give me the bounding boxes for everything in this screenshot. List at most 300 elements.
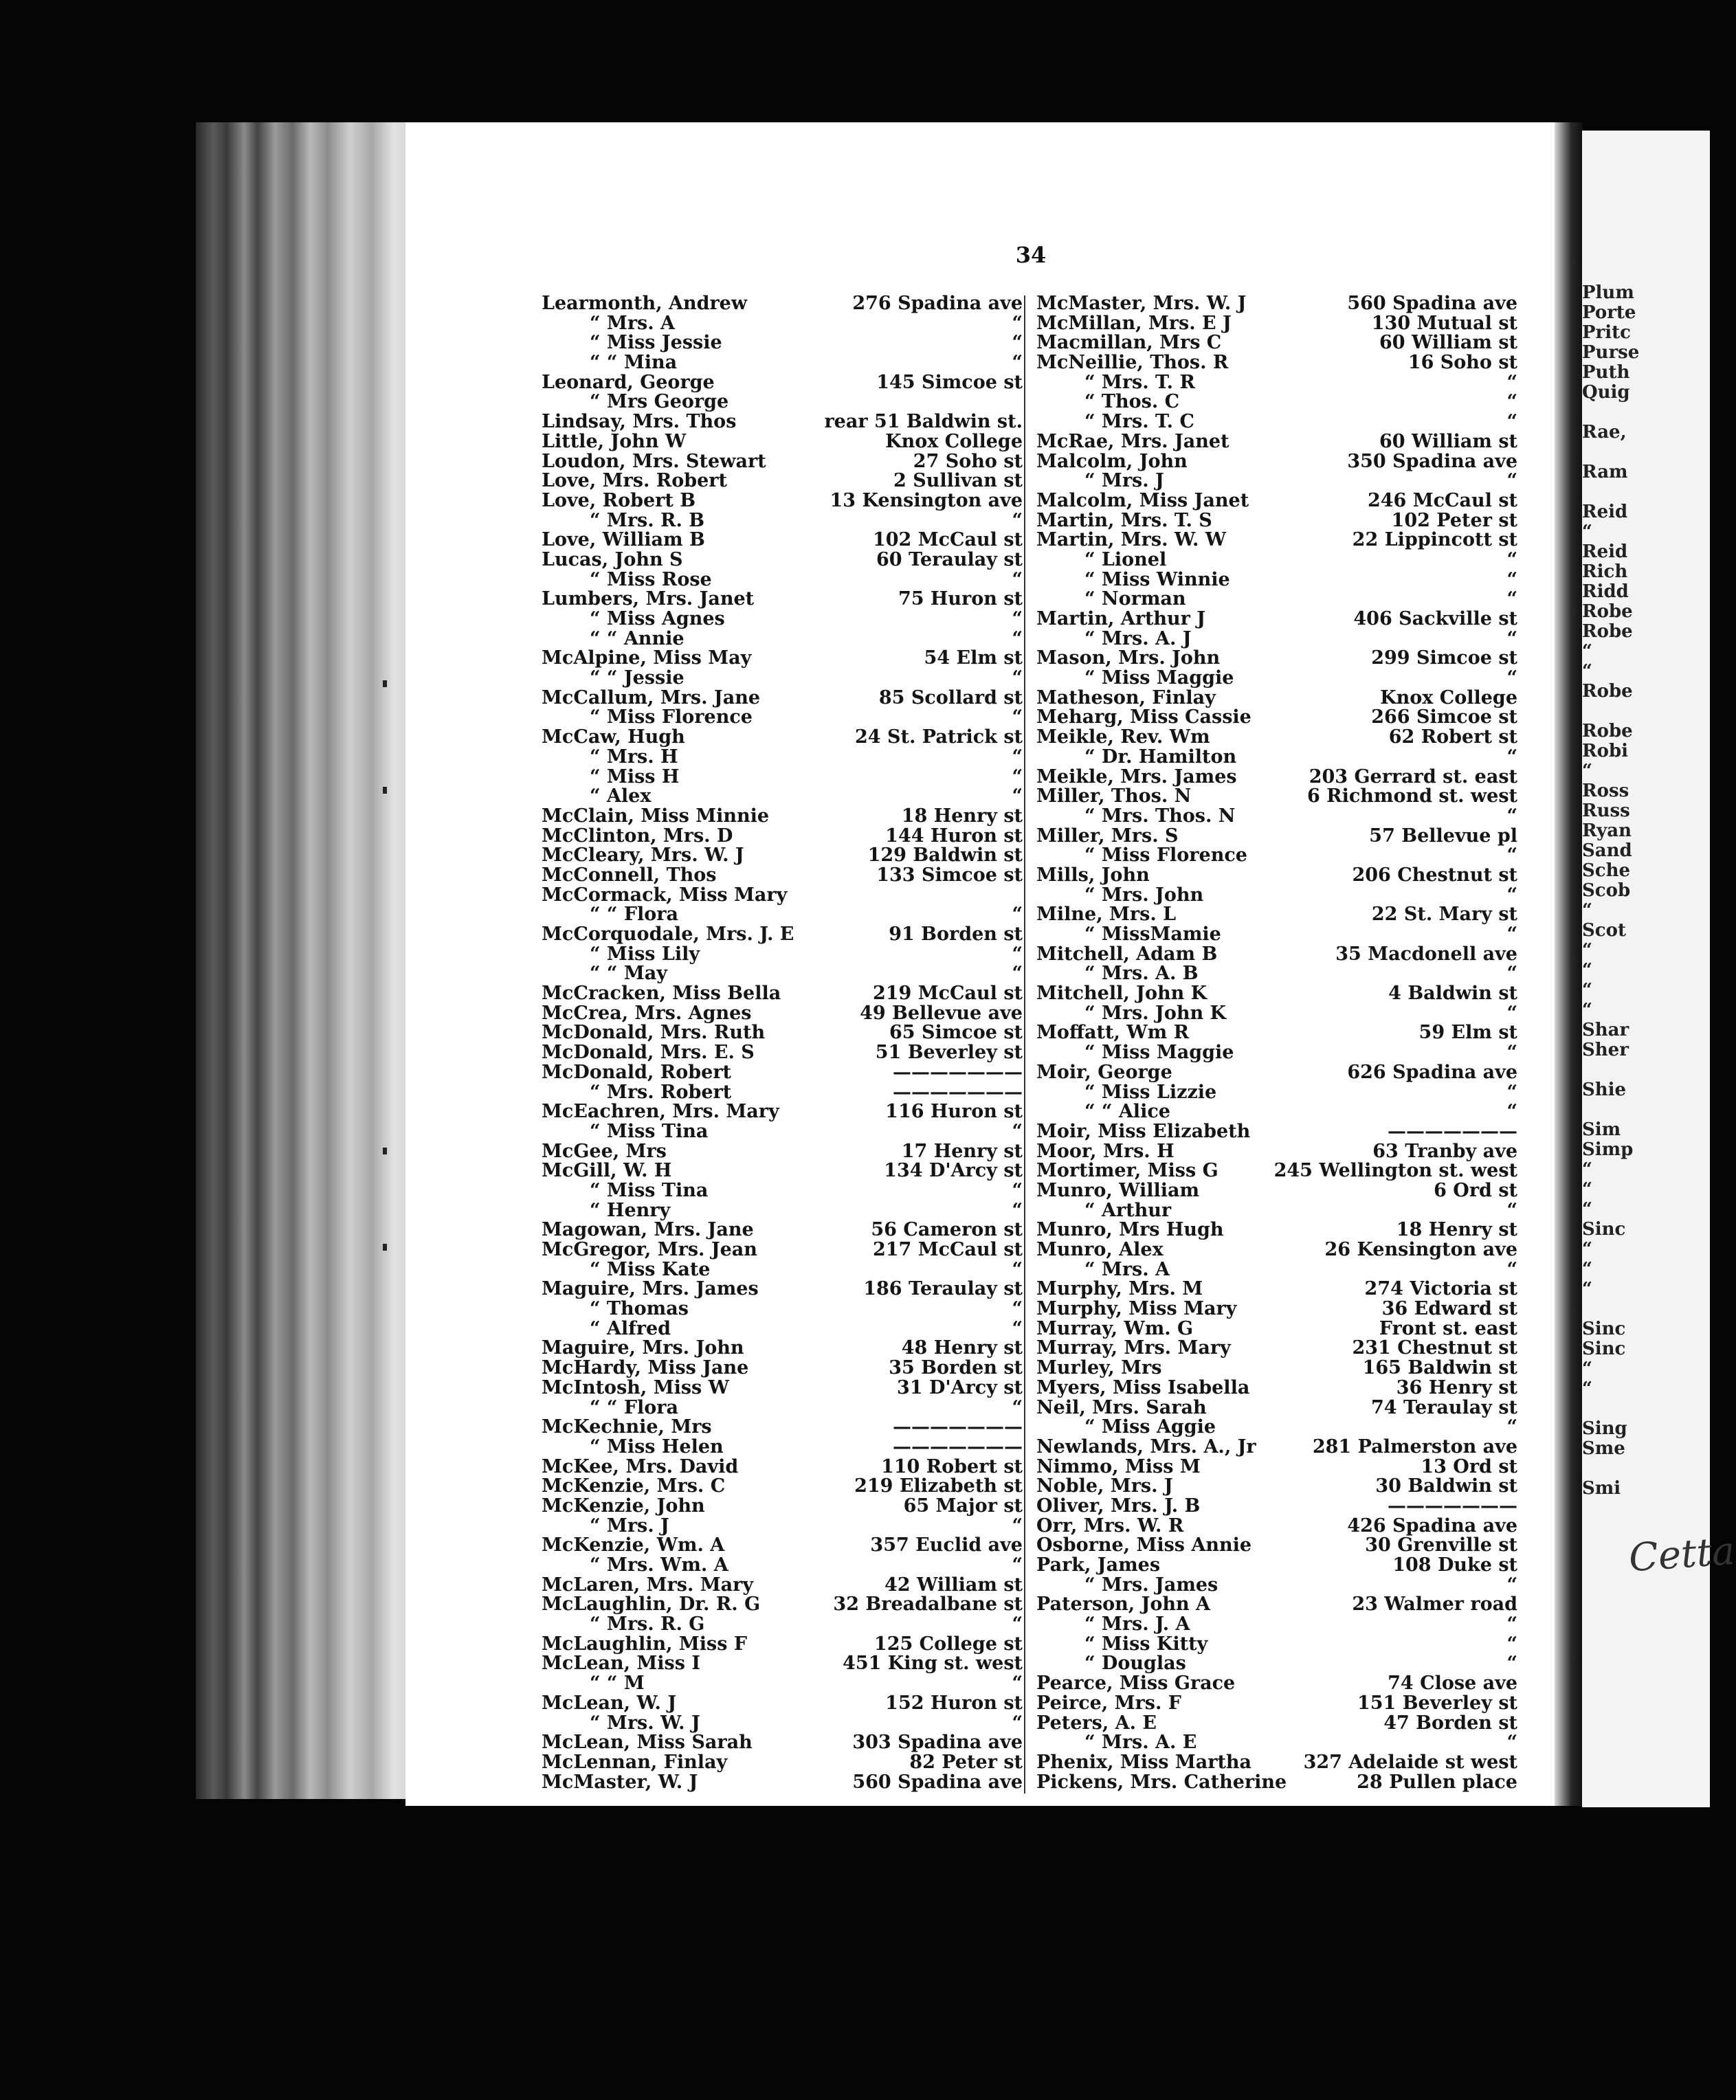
directory-entry xyxy=(542,925,1023,945)
entry-address: “ xyxy=(1012,963,1023,985)
entry-address: “ xyxy=(1012,1258,1023,1280)
entry-address: “ xyxy=(1012,706,1023,728)
directory-entry xyxy=(542,1398,1023,1418)
directory-entry xyxy=(1036,412,1517,432)
facing-page-fragment xyxy=(1501,403,1710,423)
edge-mark xyxy=(383,787,387,794)
directory-entry xyxy=(542,1595,1023,1615)
directory-entry xyxy=(1036,886,1517,906)
entry-address: 26 Kensington ave xyxy=(1324,1239,1517,1260)
entry-address: 451 King st. west xyxy=(843,1653,1023,1675)
entry-address: “ xyxy=(1012,1120,1023,1142)
entry-address: 35 Borden st xyxy=(889,1357,1023,1379)
entry-name: Meharg, Miss Cassie xyxy=(1036,706,1251,728)
entry-address: “ xyxy=(1012,1712,1023,1734)
entry-address: “ xyxy=(1012,1554,1023,1576)
entry-address: “ xyxy=(1506,1081,1517,1103)
facing-page-fragment: Porte xyxy=(1582,302,1636,323)
directory-entry xyxy=(542,1260,1023,1280)
facing-page-fragment: “ xyxy=(1582,1378,1592,1399)
entry-address: 125 College st xyxy=(873,1633,1023,1655)
entry-name: “ Miss Kate xyxy=(590,1258,711,1280)
entry-name: “ Mrs. T. R xyxy=(1084,371,1195,393)
entry-address: 31 D'Arcy st xyxy=(896,1376,1023,1398)
entry-address: 49 Bellevue ave xyxy=(860,1002,1023,1024)
entry-address: 35 Macdonell ave xyxy=(1335,943,1517,965)
entry-address: “ xyxy=(1506,1042,1517,1064)
directory-entry xyxy=(1036,1102,1517,1122)
directory-entry xyxy=(542,1438,1023,1457)
entry-name: Moor, Mrs. H xyxy=(1036,1140,1175,1162)
entry-name: Miller, Mrs. S xyxy=(1036,825,1179,847)
entry-address: 426 Spadina ave xyxy=(1347,1515,1517,1537)
entry-address: “ xyxy=(1506,1613,1517,1635)
entry-name: “ Miss Tina xyxy=(590,1179,709,1201)
entry-name: Munro, Alex xyxy=(1036,1239,1164,1260)
entry-address: 48 Henry st xyxy=(901,1337,1023,1359)
directory-entry xyxy=(1036,925,1517,945)
entry-address: “ xyxy=(1012,1199,1023,1221)
entry-address: “ xyxy=(1012,943,1023,965)
directory-entry xyxy=(1036,1142,1517,1162)
entry-address: 110 Robert st xyxy=(880,1455,1023,1477)
entry-address: 357 Euclid ave xyxy=(870,1534,1023,1556)
directory-entry xyxy=(542,1299,1023,1319)
entry-name: “ Miss Florence xyxy=(1084,845,1247,867)
entry-address: 406 Sackville st xyxy=(1353,608,1517,629)
entry-name: Meikle, Mrs. James xyxy=(1036,766,1237,788)
entry-name: McDonald, Mrs. E. S xyxy=(542,1042,755,1064)
directory-entry xyxy=(1036,610,1517,629)
directory-entry xyxy=(1036,471,1517,491)
directory-entry xyxy=(542,1201,1023,1221)
entry-name: Oliver, Mrs. J. B xyxy=(1036,1495,1201,1517)
entry-address: 145 Simcoe st xyxy=(876,371,1023,393)
directory-entry xyxy=(542,1576,1023,1596)
entry-address: rear 51 Baldwin st. xyxy=(824,411,1023,433)
entry-name: “ Miss Maggie xyxy=(1084,1042,1234,1064)
directory-entry xyxy=(542,669,1023,689)
entry-name: “ Mrs. A xyxy=(590,312,675,334)
entry-name: “ “ Flora xyxy=(590,1396,679,1418)
facing-page-fragment xyxy=(1501,1459,1710,1479)
directory-entry xyxy=(1036,1122,1517,1142)
facing-page-fragment: Pritc xyxy=(1582,322,1631,343)
entry-address: “ xyxy=(1506,548,1517,570)
entry-name: “ Miss Winnie xyxy=(1084,568,1230,590)
entry-name: Peirce, Mrs. F xyxy=(1036,1692,1181,1714)
entry-name: McLaren, Mrs. Mary xyxy=(542,1574,754,1596)
entry-address: 626 Spadina ave xyxy=(1347,1061,1517,1083)
facing-page-fragment: “ xyxy=(1582,1279,1592,1299)
directory-entry xyxy=(1036,768,1517,788)
facing-page-fragment: “ xyxy=(1582,661,1592,682)
entry-name: “ Miss Jessie xyxy=(590,332,722,354)
entry-address: 219 Elizabeth st xyxy=(854,1475,1023,1497)
directory-entry xyxy=(1036,1497,1517,1517)
entry-name: “ Mrs. R. G xyxy=(590,1613,705,1635)
entry-address: 151 Beverley st xyxy=(1357,1692,1517,1714)
facing-page-fragment xyxy=(1501,443,1710,462)
directory-entry xyxy=(542,1319,1023,1339)
left-directory-column xyxy=(542,294,1023,1792)
facing-page-fragment: “ xyxy=(1582,1000,1592,1020)
entry-name: McHardy, Miss Jane xyxy=(542,1357,749,1379)
directory-entry xyxy=(542,570,1023,590)
entry-name: Pickens, Mrs. Catherine xyxy=(1036,1771,1287,1793)
facing-page-fragment: Smi xyxy=(1582,1478,1621,1499)
facing-page-fragment: “ xyxy=(1582,940,1592,961)
entry-address: 30 Grenville st xyxy=(1365,1534,1517,1556)
entry-address: 186 Teraulay st xyxy=(863,1278,1023,1300)
entry-name: McLean, Miss I xyxy=(542,1653,700,1675)
facing-page-fragment: Robe xyxy=(1582,721,1633,741)
entry-address: 299 Simcoe st xyxy=(1371,647,1517,669)
entry-name: “ Mrs. J xyxy=(590,1515,669,1537)
entry-name: Magowan, Mrs. Jane xyxy=(542,1219,754,1241)
entry-name: “ Mrs. James xyxy=(1084,1574,1218,1596)
entry-address: 246 McCaul st xyxy=(1367,489,1517,511)
entry-address: 4 Baldwin st xyxy=(1388,983,1517,1005)
entry-name: Milne, Mrs. L xyxy=(1036,904,1177,926)
entry-name: Murley, Mrs xyxy=(1036,1357,1162,1379)
directory-entry xyxy=(1036,294,1517,314)
directory-entry xyxy=(542,1240,1023,1260)
entry-address: “ xyxy=(1012,332,1023,354)
entry-address: 28 Pullen place xyxy=(1357,1771,1517,1793)
entry-name: McMaster, W. J xyxy=(542,1771,698,1793)
entry-name: Mortimer, Miss G xyxy=(1036,1160,1218,1182)
entry-name: “ Mrs. John K xyxy=(1084,1002,1226,1024)
entry-name: Nimmo, Miss M xyxy=(1036,1455,1201,1477)
directory-entry xyxy=(1036,1635,1517,1655)
entry-name: “ Mrs. T. C xyxy=(1084,411,1194,433)
directory-entry xyxy=(542,1063,1023,1083)
entry-address: 327 Adelaide st west xyxy=(1303,1751,1517,1773)
directory-entry xyxy=(1036,1220,1517,1240)
entry-address: 144 Huron st xyxy=(885,825,1023,847)
directory-entry xyxy=(1036,728,1517,748)
directory-entry xyxy=(542,1102,1023,1122)
entry-name: Moir, George xyxy=(1036,1061,1172,1083)
facing-page-fragment: “ xyxy=(1582,960,1592,981)
directory-entry xyxy=(1036,1161,1517,1181)
directory-entry xyxy=(542,1674,1023,1694)
directory-entry xyxy=(542,807,1023,827)
entry-address: “ xyxy=(1506,391,1517,413)
entry-name: McKee, Mrs. David xyxy=(542,1455,739,1477)
entry-address: 276 Spadina ave xyxy=(852,293,1023,314)
entry-name: McGee, Mrs xyxy=(542,1140,667,1162)
directory-entry xyxy=(1036,1674,1517,1694)
directory-entry xyxy=(542,1773,1023,1793)
entry-name: Murray, Wm. G xyxy=(1036,1317,1194,1339)
entry-address: 203 Gerrard st. east xyxy=(1309,766,1517,788)
entry-address: 65 Major st xyxy=(903,1495,1023,1517)
entry-name: McAlpine, Miss May xyxy=(542,647,752,669)
directory-entry xyxy=(542,1280,1023,1299)
facing-page-fragment: Shar xyxy=(1582,1020,1629,1040)
directory-entry xyxy=(1036,1280,1517,1299)
entry-name: “ “ Jessie xyxy=(590,667,685,689)
entry-address: 36 Henry st xyxy=(1396,1376,1517,1398)
entry-address: “ xyxy=(1506,627,1517,649)
entry-name: McMaster, Mrs. W. J xyxy=(1036,293,1247,314)
entry-name: Peters, A. E xyxy=(1036,1712,1157,1734)
directory-entry xyxy=(542,1733,1023,1753)
entry-address: 30 Baldwin st xyxy=(1375,1475,1517,1497)
directory-entry xyxy=(1036,314,1517,334)
entry-name: “ “ Annie xyxy=(590,627,685,649)
entry-name: “ Mrs. A. J xyxy=(1084,627,1192,649)
directory-entry xyxy=(1036,866,1517,886)
entry-name: Phenix, Miss Martha xyxy=(1036,1751,1252,1773)
entry-address: 217 McCaul st xyxy=(872,1239,1023,1260)
entry-name: Malcolm, Miss Janet xyxy=(1036,489,1249,511)
entry-name: McCallum, Mrs. Jane xyxy=(542,686,761,708)
entry-address: ——————— xyxy=(893,1436,1023,1457)
entry-address: 560 Spadina ave xyxy=(852,1771,1023,1793)
facing-page-fragment: “ xyxy=(1582,1179,1592,1200)
entry-name: “ Miss Agnes xyxy=(590,608,725,629)
entry-name: McGregor, Mrs. Jean xyxy=(542,1239,757,1260)
entry-address: “ xyxy=(1012,904,1023,926)
column-divider xyxy=(1024,295,1025,1794)
directory-entry xyxy=(542,768,1023,788)
directory-entry xyxy=(1036,708,1517,728)
entry-address: “ xyxy=(1012,746,1023,768)
directory-entry xyxy=(1036,1753,1517,1773)
entry-name: “ Mrs. Wm. A xyxy=(590,1554,728,1576)
entry-name: McCaw, Hugh xyxy=(542,726,685,748)
entry-address: “ xyxy=(1012,785,1023,807)
directory-entry xyxy=(542,314,1023,334)
directory-entry xyxy=(1036,1299,1517,1319)
directory-entry xyxy=(542,1517,1023,1537)
facing-page-fragment xyxy=(1501,482,1710,502)
entry-address: ——————— xyxy=(893,1061,1023,1083)
facing-page-fragment xyxy=(1501,702,1710,722)
entry-name: “ Mrs. A. B xyxy=(1084,963,1199,985)
directory-entry xyxy=(1036,1378,1517,1398)
directory-entry xyxy=(542,1083,1023,1103)
directory-entry xyxy=(1036,511,1517,531)
directory-entry xyxy=(1036,1536,1517,1556)
entry-name: Lindsay, Mrs. Thos xyxy=(542,411,737,433)
entry-name: McCorquodale, Mrs. J. E xyxy=(542,924,794,945)
entry-name: “ Mrs. J xyxy=(1084,470,1164,492)
entry-name: Miller, Thos. N xyxy=(1036,785,1192,807)
entry-address: “ xyxy=(1506,470,1517,492)
directory-entry xyxy=(1036,1477,1517,1497)
directory-entry xyxy=(1036,984,1517,1004)
directory-entry xyxy=(1036,1339,1517,1359)
entry-address: “ xyxy=(1012,1317,1023,1339)
directory-entry xyxy=(542,708,1023,728)
entry-address: “ xyxy=(1012,1515,1023,1537)
entry-address: “ xyxy=(1012,312,1023,334)
entry-name: Lumbers, Mrs. Janet xyxy=(542,588,755,610)
facing-page-fragment xyxy=(1501,1399,1710,1419)
entry-address: 108 Duke st xyxy=(1392,1554,1517,1576)
entry-address: “ xyxy=(1506,1258,1517,1280)
entry-address: 274 Victoria st xyxy=(1364,1278,1517,1300)
entry-address: 91 Borden st xyxy=(889,924,1023,945)
directory-entry xyxy=(542,373,1023,393)
entry-address: 75 Huron st xyxy=(898,588,1023,610)
directory-entry xyxy=(1036,1063,1517,1083)
facing-page-fragment: Sinc xyxy=(1582,1319,1626,1339)
entry-address: “ xyxy=(1506,963,1517,985)
directory-entry xyxy=(542,1359,1023,1378)
directory-entry xyxy=(542,610,1023,629)
entry-name: Murphy, Mrs. M xyxy=(1036,1278,1203,1300)
entry-name: “ Mrs. W. J xyxy=(590,1712,700,1734)
directory-entry xyxy=(1036,1556,1517,1576)
entry-name: “ Alfred xyxy=(590,1317,671,1339)
directory-entry xyxy=(1036,1694,1517,1714)
directory-entry xyxy=(1036,1023,1517,1043)
facing-page-fragment: Sinc xyxy=(1582,1339,1626,1359)
entry-name: McConnell, Thos xyxy=(542,864,717,886)
entry-address: 60 William st xyxy=(1379,332,1517,354)
facing-page-fragment: Robe xyxy=(1582,621,1633,642)
facing-page-fragment: “ xyxy=(1582,1159,1592,1180)
entry-name: Moffatt, Wm R xyxy=(1036,1022,1190,1044)
entry-name: McNeillie, Thos. R xyxy=(1036,352,1229,374)
directory-entry xyxy=(1036,686,1517,708)
entry-name: McKechnie, Mrs xyxy=(542,1416,712,1438)
entry-address: 23 Walmer road xyxy=(1352,1594,1517,1616)
entry-name: “ Norman xyxy=(1084,588,1186,610)
directory-entry xyxy=(542,1339,1023,1359)
entry-name: McCormack, Miss Mary xyxy=(542,884,788,906)
entry-name: Osborne, Miss Annie xyxy=(1036,1534,1252,1556)
entry-address: 134 D'Arcy st xyxy=(884,1160,1023,1182)
directory-entry xyxy=(542,471,1023,491)
entry-name: McDonald, Robert xyxy=(542,1061,732,1083)
entry-name: McCracken, Miss Bella xyxy=(542,983,781,1005)
entry-address: 152 Huron st xyxy=(885,1692,1023,1714)
handwritten-note: Cetta xyxy=(1627,1528,1736,1581)
entry-name: Mitchell, Adam B xyxy=(1036,943,1218,965)
entry-name: “ MissMamie xyxy=(1084,924,1221,945)
edge-mark xyxy=(383,1244,387,1251)
entry-address: 74 Teraulay st xyxy=(1370,1396,1517,1418)
facing-page-fragment: Ross xyxy=(1582,781,1629,801)
directory-entry xyxy=(1036,1043,1517,1063)
entry-name: Matheson, Finlay xyxy=(1036,686,1216,708)
entry-name: McLaughlin, Miss F xyxy=(542,1633,748,1655)
facing-page-fragment: Robe xyxy=(1582,601,1633,622)
entry-address: 27 Soho st xyxy=(913,450,1023,472)
entry-address: ——————— xyxy=(893,1081,1023,1103)
entry-name: Love, Mrs. Robert xyxy=(542,470,727,492)
entry-name: Lucas, John S xyxy=(542,548,683,570)
entry-address: 65 Simcoe st xyxy=(889,1022,1023,1044)
entry-address: “ xyxy=(1506,1002,1517,1024)
entry-name: Love, William B xyxy=(542,529,705,551)
entry-name: “ “ May xyxy=(590,963,667,985)
entry-name: “ Miss Lizzie xyxy=(1084,1081,1217,1103)
directory-entry xyxy=(1036,1240,1517,1260)
directory-entry xyxy=(542,1142,1023,1162)
entry-name: “ Mrs. Thos. N xyxy=(1084,805,1236,827)
facing-page-fragment: “ xyxy=(1582,1259,1592,1280)
entry-address: 63 Tranby ave xyxy=(1372,1140,1517,1162)
entry-address: 303 Spadina ave xyxy=(852,1732,1023,1754)
entry-address: “ xyxy=(1506,371,1517,393)
directory-entry xyxy=(1036,1004,1517,1024)
directory-entry xyxy=(542,1457,1023,1477)
entry-name: “ Miss Aggie xyxy=(1084,1416,1216,1438)
entry-name: “ Miss Maggie xyxy=(1084,667,1234,689)
entry-name: Paterson, John A xyxy=(1036,1594,1210,1616)
entry-name: Orr, Mrs. W. R xyxy=(1036,1515,1184,1537)
entry-address: “ xyxy=(1012,352,1023,374)
page-number: 34 xyxy=(1015,242,1047,268)
entry-address: “ xyxy=(1506,845,1517,867)
entry-name: Moir, Miss Elizabeth xyxy=(1036,1120,1251,1142)
entry-address: 266 Simcoe st xyxy=(1371,706,1517,728)
entry-address: 54 Elm st xyxy=(924,647,1023,669)
directory-entry xyxy=(1036,1201,1517,1221)
facing-page-fragment: Scob xyxy=(1582,880,1631,901)
facing-page-fragment: Plum xyxy=(1582,282,1634,303)
facing-page-fragment: Ram xyxy=(1582,462,1628,482)
directory-entry xyxy=(542,432,1023,452)
facing-page-fragment: Rae, xyxy=(1582,422,1627,443)
facing-page-fragment: Russ xyxy=(1582,801,1630,821)
facing-page-text xyxy=(1501,131,1710,1499)
directory-entry xyxy=(542,1477,1023,1497)
directory-entry xyxy=(1036,570,1517,590)
entry-name: “ Miss H xyxy=(590,766,680,788)
entry-name: Mills, John xyxy=(1036,864,1150,886)
directory-entry xyxy=(1036,452,1517,472)
entry-name: “ Mrs. Robert xyxy=(590,1081,732,1103)
entry-address: “ xyxy=(1012,568,1023,590)
directory-entry xyxy=(542,412,1023,432)
entry-name: McIntosh, Miss W xyxy=(542,1376,729,1398)
entry-name: “ “ M xyxy=(590,1673,645,1695)
entry-name: McLaughlin, Dr. R. G xyxy=(542,1594,761,1616)
entry-address: “ xyxy=(1012,1396,1023,1418)
facing-page-fragment: Sme xyxy=(1582,1438,1625,1459)
directory-entry xyxy=(542,590,1023,610)
directory-entry xyxy=(542,1497,1023,1517)
directory-entry xyxy=(542,1694,1023,1714)
entry-name: McLean, Miss Sarah xyxy=(542,1732,753,1754)
directory-entry xyxy=(1036,1418,1517,1438)
entry-name: Maguire, Mrs. James xyxy=(542,1278,759,1300)
facing-page-fragment xyxy=(1501,1299,1710,1319)
directory-entry xyxy=(1036,1438,1517,1457)
directory-entry xyxy=(1036,1595,1517,1615)
directory-entry xyxy=(1036,1398,1517,1418)
entry-name: “ Henry xyxy=(590,1199,671,1221)
facing-page-fragment: Reid xyxy=(1582,541,1628,562)
directory-entry xyxy=(542,1043,1023,1063)
directory-entry xyxy=(1036,392,1517,412)
facing-page-fragment: Quig xyxy=(1582,382,1630,403)
directory-entry xyxy=(542,1635,1023,1655)
facing-page-fragment: Rich xyxy=(1582,561,1628,582)
directory-entry xyxy=(1036,1457,1517,1477)
directory-entry xyxy=(542,964,1023,984)
directory-entry xyxy=(542,728,1023,748)
entry-name: Learmonth, Andrew xyxy=(542,293,748,314)
